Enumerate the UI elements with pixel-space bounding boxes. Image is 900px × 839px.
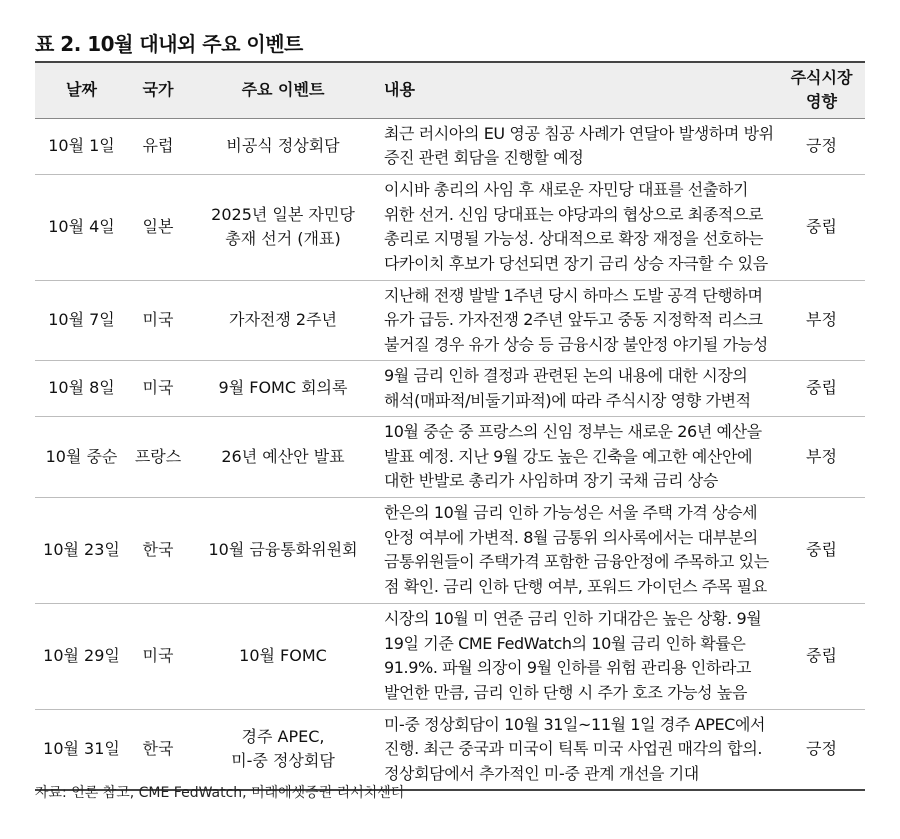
cell-country: 한국 [128,709,188,790]
cell-country: 프랑스 [128,417,188,498]
cell-impact: 부정 [778,280,865,361]
header-event: 주요 이벤트 [188,62,378,118]
header-date: 날짜 [35,62,128,118]
event-line: 10월 금융통화위원회 [208,539,358,559]
cell-content [378,118,778,174]
cell-event [188,603,378,709]
content-line: 9월 금리 인하 결정과 관련된 논의 내용에 대한 시장의 [384,366,748,385]
content-line: 안정 여부에 가변적. 8월 금통위 의사록에서는 대부분의 [384,527,758,547]
content-line: 금통위원들이 주택가격 포함한 금융안정에 주목하고 있는 [384,552,769,571]
content-line: 위한 선거. 신임 당대표는 야당과의 협상으로 최종적으로 [384,204,764,224]
cell-date: 10월 23일 [35,497,128,603]
content-line: 최근 러시아의 EU 영공 침공 사례가 연달아 발생하며 방위 [384,123,774,143]
cell-date: 10월 중순 [35,417,128,498]
cell-date: 10월 4일 [35,174,128,280]
event-line: 10월 FOMC [239,645,327,665]
event-line: 미-중 정상회담 [231,751,335,771]
content-line: 시장의 10월 미 연준 금리 인하 기대감은 높은 상황. 9월 [384,609,762,628]
cell-content [378,497,778,603]
content-line: 점 확인. 금리 인하 단행 여부, 포워드 가이던스 주목 필요 [384,576,767,596]
header-content: 내용 [378,62,778,118]
events-table [35,61,865,791]
content-line: 10월 중순 중 프랑스의 신임 정부는 새로운 26년 예산을 [384,422,762,441]
content-line: 해석(매파적/비둘기파적)에 따라 주식시장 영향 가변적 [384,390,751,410]
event-line: 경주 APEC, [241,726,325,746]
cell-impact: 부정 [778,417,865,498]
source-note: 자료: 언론 참고, CME FedWatch, 미래에셋증권 리서치센터 [35,785,405,801]
table-row [35,709,865,790]
content-line: 다카이치 후보가 당선되면 장기 금리 상승 자극할 수 있음 [384,253,768,273]
content-line: 한은의 10월 금리 인하 가능성은 서울 주택 가격 상승세 [384,503,758,522]
cell-date: 10월 31일 [35,709,128,790]
cell-country: 미국 [128,280,188,361]
cell-event [188,709,378,790]
cell-impact: 중립 [778,361,865,417]
cell-country: 유럽 [128,118,188,174]
cell-date: 10월 7일 [35,280,128,361]
cell-country: 미국 [128,361,188,417]
content-line: 발표 예정. 지난 9월 강도 높은 긴축을 예고한 예산안에 [384,446,753,466]
header-country: 국가 [128,62,188,118]
content-line: 19일 기준 CME FedWatch의 10월 금리 인하 확률은 [384,633,746,653]
cell-impact: 중립 [778,174,865,280]
event-line: 2025년 일본 자민당 [211,204,355,224]
cell-impact: 긍정 [778,118,865,174]
table-header-row [35,62,865,118]
content-line: 대한 반발로 총리가 사임하며 장기 국채 금리 상승 [384,471,718,490]
cell-content [378,603,778,709]
cell-country: 한국 [128,497,188,603]
content-line: 91.9%. 파월 의장이 9월 인하를 위험 관리용 인하라고 [384,658,752,677]
content-line: 이시바 총리의 사임 후 새로운 자민당 대표를 선출하기 [384,180,749,199]
cell-event [188,280,378,361]
cell-date: 10월 29일 [35,603,128,709]
cell-event [188,174,378,280]
cell-event [188,118,378,174]
event-line: 총재 선거 (개표) [225,229,341,248]
table-row [35,361,865,417]
cell-event [188,417,378,498]
cell-impact: 중립 [778,497,865,603]
cell-date: 10월 1일 [35,118,128,174]
event-line: 가자전쟁 2주년 [228,310,337,329]
content-line: 정상회담에서 추가적인 미-중 관계 개선을 기대 [384,763,699,783]
content-line: 총리로 지명될 가능성. 상대적으로 확장 재정을 선호하는 [384,229,764,248]
table-row [35,174,865,280]
content-line: 유가 급등. 가자전쟁 2주년 앞두고 중동 지정학적 리스크 [384,310,763,329]
cell-impact: 긍정 [778,709,865,790]
content-line: 증진 관련 회담을 진행할 예정 [384,148,584,167]
event-line: 비공식 정상회담 [226,135,340,155]
cell-impact: 중립 [778,603,865,709]
table-row [35,417,865,498]
table-title: 표 2. 10월 대내외 주요 이벤트 [35,32,303,56]
event-line: 9월 FOMC 회의록 [218,378,348,398]
content-line: 미-중 정상회담이 10월 31일~11월 1일 경주 APEC에서 [384,714,766,734]
cell-country: 일본 [128,174,188,280]
cell-content [378,361,778,417]
cell-event [188,497,378,603]
cell-content [378,280,778,361]
cell-content [378,709,778,790]
cell-content [378,417,778,498]
table-row [35,603,865,709]
cell-date: 10월 8일 [35,361,128,417]
table-row [35,497,865,603]
table-row [35,118,865,174]
cell-content [378,174,778,280]
content-line: 발언한 만큼, 금리 인하 단행 시 주가 호조 가능성 높음 [384,682,748,702]
content-line: 지난해 전쟁 발발 1주년 당시 하마스 도발 공격 단행하며 [384,285,763,305]
content-line: 진행. 최근 중국과 미국이 틱톡 미국 사업권 매각의 합의. [384,739,763,758]
header-impact-line: 영향 [806,92,837,112]
header-impact [778,62,865,118]
table-row [35,280,865,361]
table-body [35,118,865,790]
content-line: 불거질 경우 유가 상승 등 금융시장 불안정 야기될 가능성 [384,334,768,354]
cell-country: 미국 [128,603,188,709]
event-line: 26년 예산안 발표 [221,446,345,466]
cell-event [188,361,378,417]
header-impact-line: 주식시장 [790,68,853,88]
